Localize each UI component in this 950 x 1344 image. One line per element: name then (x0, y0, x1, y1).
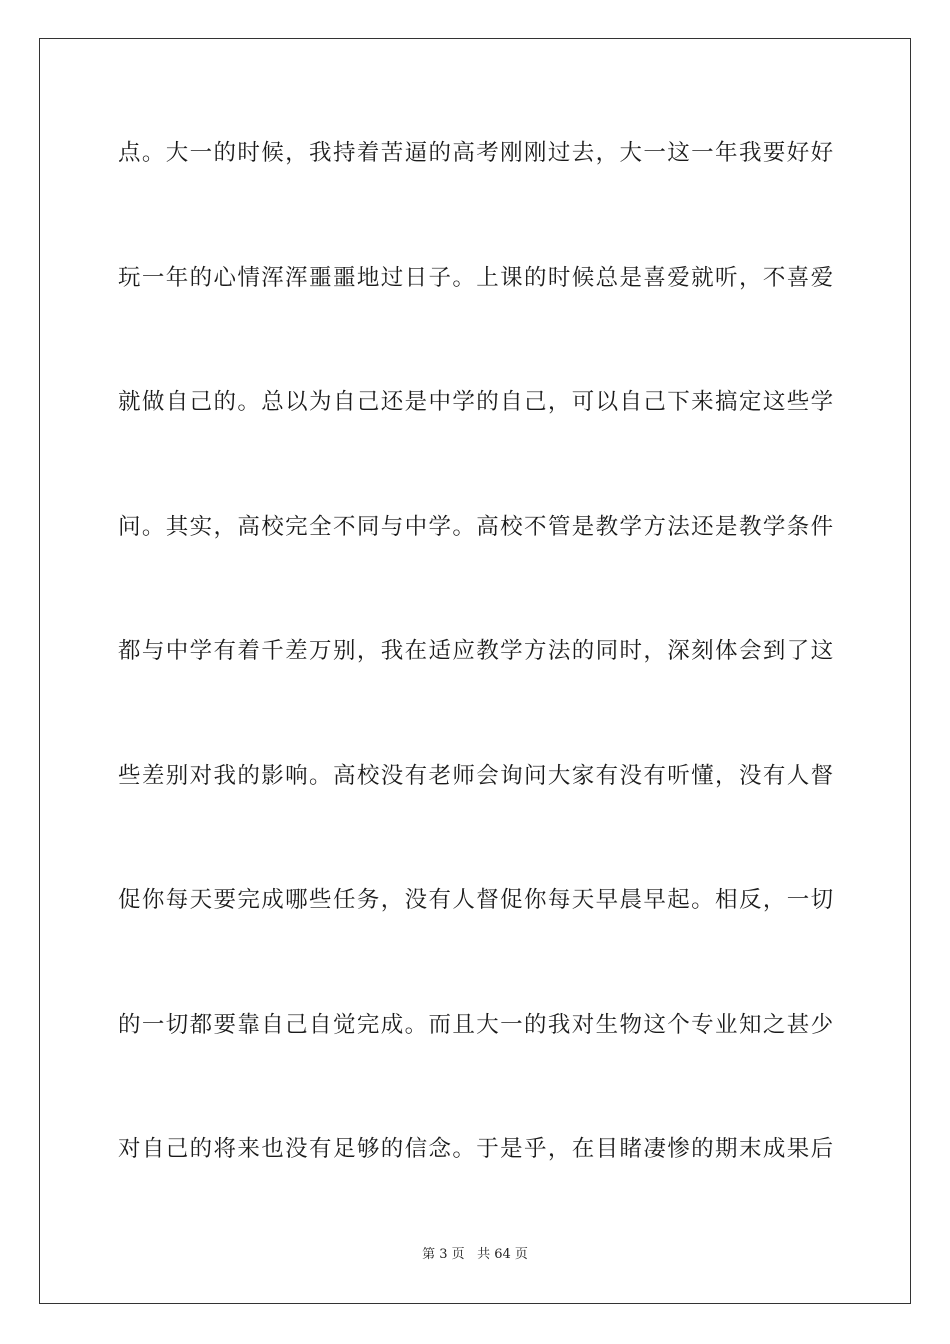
document-body (118, 129, 834, 1250)
text-line: 问。其实，高校完全不同与中学。高校不管是教学方法还是教学条件 (118, 513, 834, 540)
text-line: 促你每天要完成哪些任务，没有人督促你每天早晨早起。相反，一切 (118, 887, 834, 913)
page-footer (0, 1247, 950, 1263)
text-line: 都与中学有着千差万别，我在适应教学方法的同时，深刻体会到了这 (118, 638, 834, 664)
text-line: 的一切都要靠自己自觉完成。而且大一的我对生物这个专业知之甚少 (118, 1011, 834, 1038)
text-line: 点。大一的时候，我持着苦逼的高考刚刚过去，大一这一年我要好好 (118, 140, 834, 166)
text-line: 玩一年的心情浑浑噩噩地过日子。上课的时候总是喜爱就听，不喜爱 (118, 264, 834, 291)
page-number: 第 3 页 (422, 1247, 465, 1262)
text-line: 对自己的将来也没有足够的信念。于是乎，在目睹凄惨的期末成果后 (118, 1136, 834, 1162)
text-line: 些差别对我的影响。高校没有老师会询问大家有没有听懂，没有人督 (118, 762, 834, 789)
page-total: 共 64 页 (477, 1247, 528, 1262)
text-line: 就做自己的。总以为自己还是中学的自己，可以自己下来搞定这些学 (118, 389, 834, 415)
